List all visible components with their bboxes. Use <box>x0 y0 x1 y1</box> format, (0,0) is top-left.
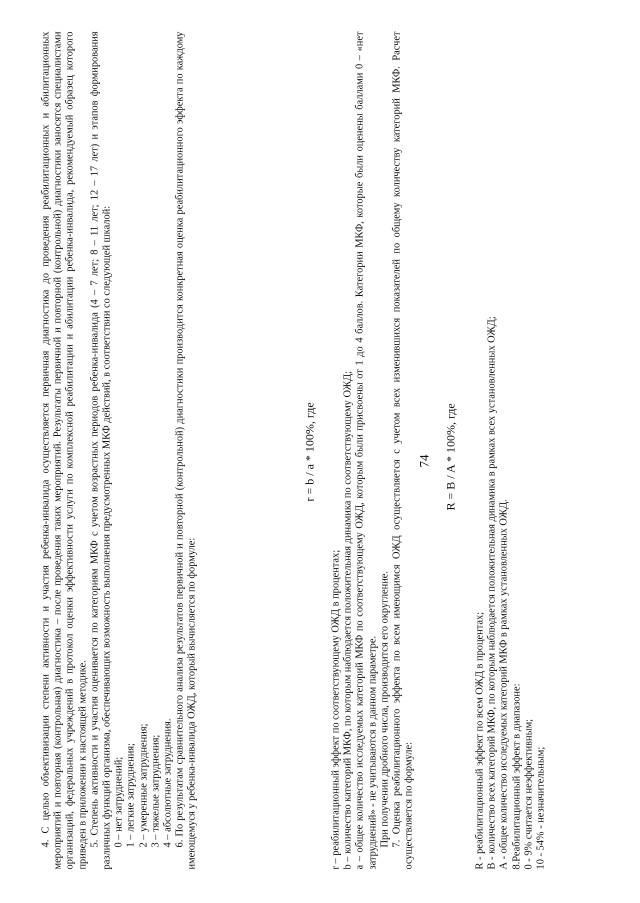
section-4-5 <box>40 31 199 869</box>
definition-r: r – реабилитационный эффект по соответствующему ОЖД в процентах; <box>330 549 341 869</box>
scale-item: 4 – абсолютные затруднения. <box>162 718 174 847</box>
scale-item: 1 – легкие затруднения; <box>125 742 137 847</box>
page-number: 74 <box>416 454 431 467</box>
definition-b: b – количество категорий МКФ, по которым наблюдается положительная динамика по соответствующему ОЖД; <box>342 370 354 869</box>
rating-scale <box>113 31 174 869</box>
definition-a: а – общее количество исследуемых категорий МКФ по соответствующему ОЖД, которым были присвоены от 1 до 4 баллов. Категории МКФ, которые были оценены баллами 0 – «нет затруднений» - не учитываются в данном параметре. <box>354 31 378 869</box>
range-item: 10 - 54% - незначительным; <box>535 746 547 869</box>
rounding-note: При получении дробного числа, производится его округление. <box>378 570 390 847</box>
formula-R: R = B / A * 100%, где <box>443 402 457 510</box>
scale-item: 0 – нет затруднений; <box>113 756 125 847</box>
section-definitions <box>330 31 415 869</box>
paragraph-7: 7. Оценка реабилитационного эффекта по всем имеющимся ОЖД осуществляется с учетом всех изменившихся показателей по общему количеству категорий МКФ. Расчет осуществляется по формуле: <box>391 31 415 869</box>
scale-item: 3 – тяжелые затруднения; <box>149 734 161 847</box>
range-item: 0 - 9% считается неэффективным; <box>522 718 534 869</box>
definition-R: R - реабилитационный эффект по всем ОЖД в процентах; <box>474 611 485 869</box>
section-results <box>474 31 547 869</box>
paragraph-6: 6. По результатам сравнительного анализа результатов первичной и повторной (контрольной) диагностики производится конкретная оценка реабилитационного эффекта по каждому имеющемуся у ребенка-инвалида ОЖД, который вычисляется по формуле: <box>174 31 198 869</box>
paragraph-4: 4. С целью объективизации степени активности и участия ребенка-инвалида осуществляется первичная диагностика до проведения реабилитационных и абилитационных мероприятий и повторная (контрольная) диагностика – после проведения таких мероприятий. Результаты первичной и повторной (контрольной) диагностики заносятся специалистами организаций, федеральных учреждений в протокол оценки эффективности услуги по комплексной реабилитации и абилитации ребенка-инвалида, рекомендуемый образец которого приведен в приложении к настоящей методике. <box>40 31 88 869</box>
formula-r: r = b / a * 100%, где <box>302 401 316 501</box>
definition-A: А - общее количество исследуемых категорий МКФ в рамках установленных ОЖД. <box>498 498 510 869</box>
paragraph-5: 5. Степень активности и участия оценивается по категориям МКФ с учетом возрастных периодов ребенка-инвалида (4 – 7 лет; 8 – 11 лет; 12 – 17 лет) и этапов формирования различных функций организма, обеспечивающих возможность выполнения предусмотренных МКФ действий, в соответствии со следующей шкалой: <box>88 31 113 869</box>
definition-B: В - количество всех категорий МКФ, по которым наблюдается положительная динамика в рамках всех установленных ОЖД; <box>486 315 498 869</box>
paragraph-8: 8.Реабилитационный эффект в диапазоне: <box>510 683 522 869</box>
scale-item: 2 – умеренные затруднения; <box>137 723 149 847</box>
